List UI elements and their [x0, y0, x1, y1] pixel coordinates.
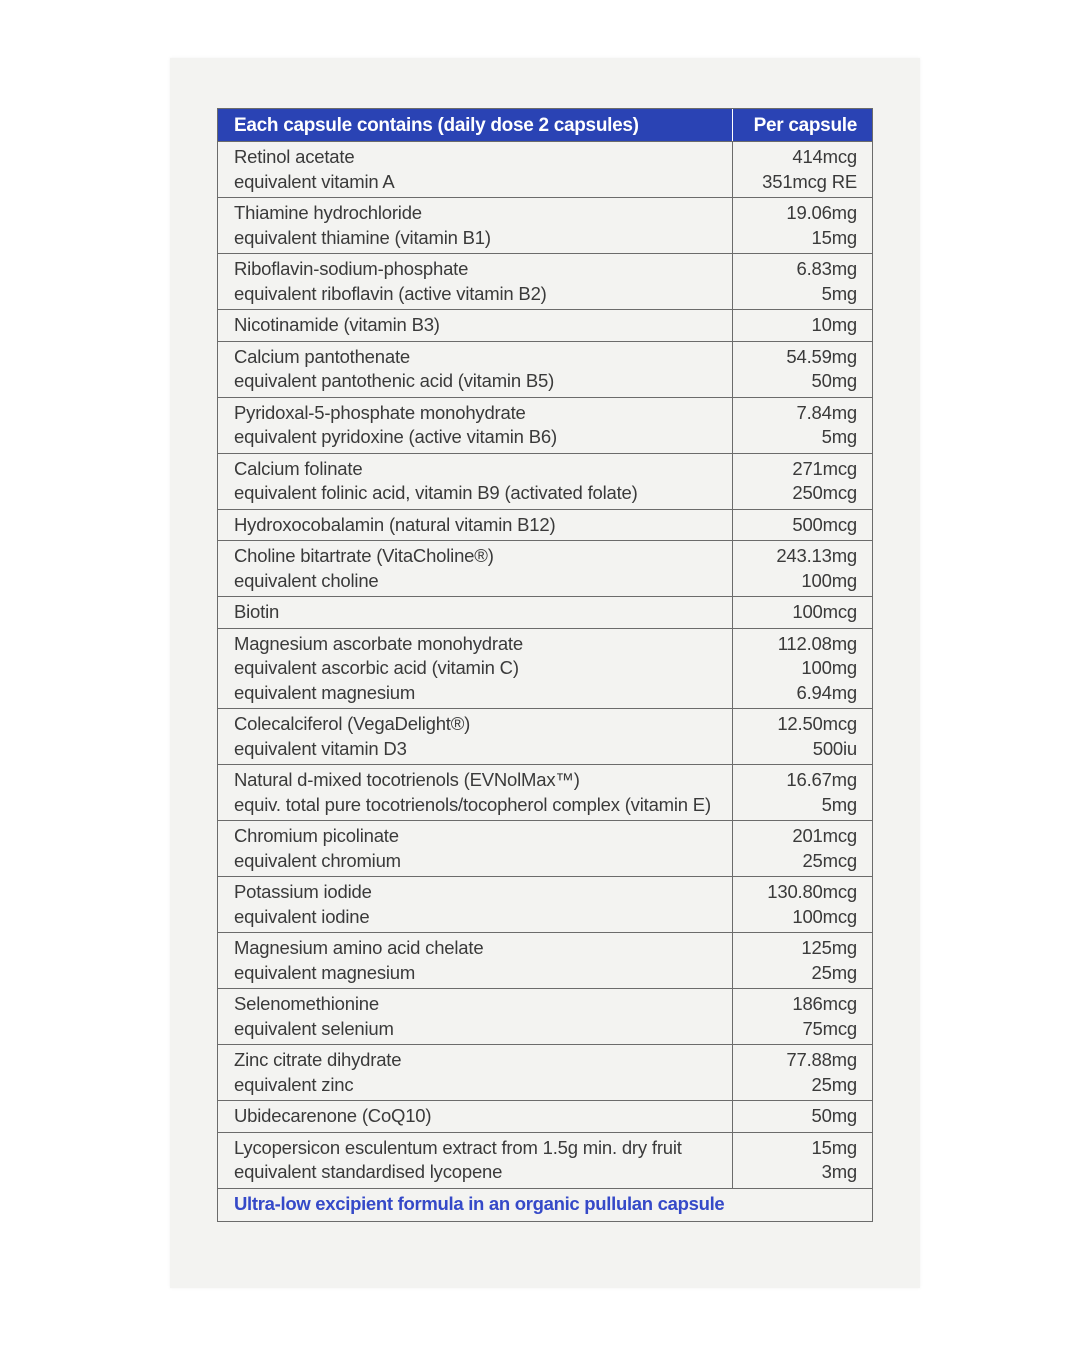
amount-line: 15mg [811, 226, 857, 248]
amount-line: 271mcg [792, 457, 857, 479]
ingredient-line: Selenomethionine [234, 993, 379, 1014]
ingredient-line: Riboflavin-sodium-phosphate [234, 258, 469, 279]
amount-line: 100mg [801, 569, 857, 591]
header-amount: Per capsule [753, 115, 857, 136]
ingredient-cell [218, 989, 733, 1044]
ingredient-line: equivalent vitamin A [234, 170, 395, 192]
amount-line: 100mcg [792, 905, 857, 927]
amount-cell [733, 709, 872, 764]
amount-cell [733, 142, 872, 197]
amount-line: 3mg [821, 1161, 857, 1182]
ingredient-line: equiv. total pure tocotrienols/tocopherol complex (vitamin E) [234, 793, 711, 815]
amount-line: 77.88mg [786, 1049, 857, 1070]
table-row [218, 197, 872, 253]
table-row [218, 820, 872, 876]
ingredient-line: Calcium pantothenate [234, 345, 410, 367]
amount-line: 243.13mg [776, 545, 857, 566]
ingredient-line: Thiamine hydrochloride [234, 202, 422, 223]
amount-cell [733, 933, 872, 988]
ingredient-line: equivalent iodine [234, 905, 370, 927]
amount-line: 19.06mg [786, 202, 857, 223]
table-row [218, 341, 872, 397]
ingredient-line: Lycopersicon esculentum extract from 1.5g min. dry fruit [234, 1136, 682, 1158]
ingredient-line: Ubidecarenone (CoQ10) [234, 1105, 432, 1126]
amount-cell [733, 597, 872, 628]
amount-line: 54.59mg [786, 345, 857, 367]
ingredient-cell [218, 541, 733, 596]
amount-line: 50mg [811, 1105, 857, 1126]
ingredient-line: Natural d-mixed tocotrienols (EVNolMax™) [234, 769, 580, 790]
ingredient-cell [218, 310, 733, 341]
amount-cell [733, 510, 872, 541]
ingredient-line: Colecalciferol (VegaDelight®) [234, 713, 471, 734]
amount-line: 12.50mcg [777, 713, 857, 734]
table-header [218, 109, 872, 141]
ingredient-line: equivalent selenium [234, 1017, 394, 1039]
amount-line: 15mg [811, 1136, 857, 1158]
amount-line: 500iu [812, 737, 857, 759]
ingredient-line: Retinol acetate [234, 146, 355, 167]
ingredient-line: equivalent magnesium [234, 681, 416, 703]
amount-cell [733, 198, 872, 253]
table-row [218, 453, 872, 509]
ingredient-line: equivalent folinic acid, vitamin B9 (activated folate) [234, 482, 638, 503]
ingredient-line: Biotin [234, 601, 280, 622]
amount-line: 25mcg [802, 849, 857, 871]
ingredient-cell [218, 342, 733, 397]
ingredient-cell [218, 198, 733, 253]
ingredient-cell [218, 1045, 733, 1100]
ingredient-line: equivalent magnesium [234, 961, 416, 983]
amount-cell [733, 541, 872, 596]
amount-cell [733, 398, 872, 453]
table-footer: Ultra-low excipient formula in an organic pullulan capsule [218, 1188, 872, 1221]
ingredient-cell [218, 398, 733, 453]
amount-cell [733, 342, 872, 397]
amount-cell [733, 1133, 872, 1188]
amount-line: 6.83mg [796, 258, 857, 279]
ingredient-line: Hydroxocobalamin (natural vitamin B12) [234, 513, 556, 535]
table-row [218, 309, 872, 341]
amount-line: 5mg [821, 282, 857, 304]
table-row [218, 988, 872, 1044]
ingredient-cell [218, 142, 733, 197]
amount-line: 351mcg RE [762, 170, 857, 192]
amount-cell [733, 310, 872, 341]
amount-line: 16.67mg [786, 769, 857, 790]
ingredient-cell [218, 629, 733, 709]
amount-line: 5mg [821, 793, 857, 815]
ingredient-cell [218, 1133, 733, 1188]
ingredient-cell [218, 709, 733, 764]
amount-line: 5mg [821, 426, 857, 447]
table-row [218, 1132, 872, 1188]
amount-line: 100mg [801, 657, 857, 678]
amount-cell [733, 629, 872, 709]
ingredient-cell [218, 821, 733, 876]
table-row [218, 596, 872, 628]
table-body [218, 141, 872, 1188]
amount-cell [733, 454, 872, 509]
ingredient-line: equivalent choline [234, 569, 379, 591]
ingredient-cell [218, 254, 733, 309]
ingredient-line: Magnesium amino acid chelate [234, 937, 484, 958]
amount-line: 125mg [801, 937, 857, 958]
amount-cell [733, 877, 872, 932]
ingredient-cell [218, 765, 733, 820]
ingredient-line: equivalent standardised lycopene [234, 1161, 503, 1182]
amount-line: 500mcg [792, 513, 857, 535]
ingredient-line: Calcium folinate [234, 457, 363, 479]
ingredient-line: equivalent vitamin D3 [234, 737, 407, 759]
amount-cell [733, 1045, 872, 1100]
table-row [218, 509, 872, 541]
table-row [218, 1044, 872, 1100]
amount-line: 6.94mg [796, 681, 857, 703]
amount-line: 25mg [811, 1073, 857, 1095]
table-row [218, 764, 872, 820]
table-row [218, 253, 872, 309]
ingredient-line: equivalent thiamine (vitamin B1) [234, 226, 491, 248]
amount-cell [733, 254, 872, 309]
table-row [218, 1100, 872, 1132]
ingredient-cell [218, 454, 733, 509]
amount-line: 414mcg [792, 146, 857, 167]
ingredient-line: Chromium picolinate [234, 825, 399, 846]
ingredient-line: equivalent zinc [234, 1073, 354, 1095]
ingredient-line: Nicotinamide (vitamin B3) [234, 314, 440, 335]
amount-line: 50mg [811, 370, 857, 391]
amount-cell [733, 989, 872, 1044]
amount-cell [733, 821, 872, 876]
ingredient-line: equivalent pantothenic acid (vitamin B5) [234, 370, 555, 391]
ingredient-cell [218, 1101, 733, 1132]
table-row [218, 397, 872, 453]
nutrition-table [217, 108, 873, 1222]
amount-line: 7.84mg [796, 401, 857, 423]
ingredient-line: equivalent ascorbic acid (vitamin C) [234, 657, 519, 678]
ingredient-line: equivalent pyridoxine (active vitamin B6) [234, 426, 557, 447]
amount-line: 10mg [811, 314, 857, 335]
ingredient-cell [218, 933, 733, 988]
table-row [218, 141, 872, 197]
amount-cell [733, 1101, 872, 1132]
amount-line: 186mcg [792, 993, 857, 1014]
table-row [218, 932, 872, 988]
amount-line: 201mcg [792, 825, 857, 846]
amount-line: 112.08mg [777, 632, 857, 654]
ingredient-line: Potassium iodide [234, 881, 372, 902]
amount-line: 75mcg [802, 1017, 857, 1039]
ingredient-line: equivalent riboflavin (active vitamin B2) [234, 282, 547, 304]
table-row [218, 540, 872, 596]
table-row [218, 628, 872, 709]
ingredient-line: Pyridoxal-5-phosphate monohydrate [234, 401, 526, 423]
ingredient-cell [218, 877, 733, 932]
amount-line: 250mcg [792, 482, 857, 503]
ingredient-line: equivalent chromium [234, 849, 401, 871]
amount-line: 130.80mcg [767, 881, 857, 902]
amount-line: 100mcg [792, 601, 857, 622]
table-row [218, 876, 872, 932]
ingredient-line: Choline bitartrate (VitaCholine®) [234, 545, 494, 566]
ingredient-line: Zinc citrate dihydrate [234, 1049, 402, 1070]
amount-line: 25mg [811, 961, 857, 983]
ingredient-cell [218, 510, 733, 541]
amount-cell [733, 765, 872, 820]
ingredient-cell [218, 597, 733, 628]
header-ingredient: Each capsule contains (daily dose 2 capsules) [218, 109, 733, 141]
ingredient-line: Magnesium ascorbate monohydrate [234, 632, 523, 654]
table-row [218, 708, 872, 764]
